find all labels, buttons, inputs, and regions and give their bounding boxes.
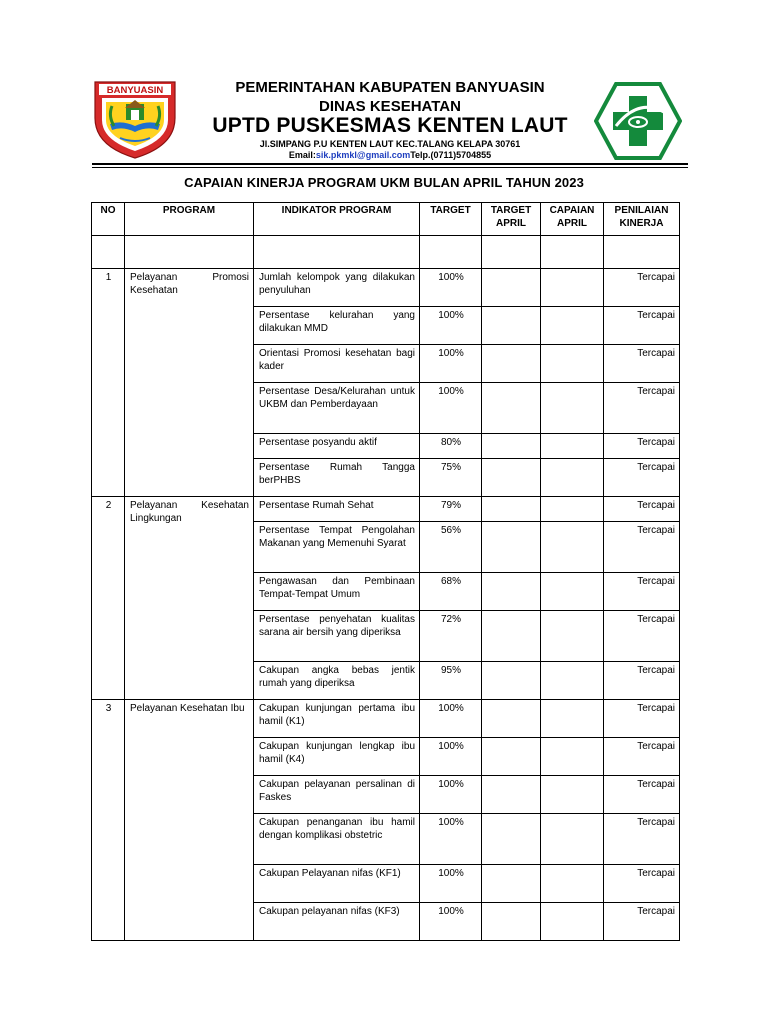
cell-capaian-april	[541, 865, 604, 903]
cell-target-april	[482, 307, 541, 345]
cell-indikator: Cakupan pelayanan persalinan di Faskes	[254, 776, 420, 814]
email-address[interactable]: sik.pkmkl@gmail.com	[315, 150, 411, 160]
cell-penilaian: Tercapai	[604, 434, 680, 459]
col-header-indikator: INDIKATOR PROGRAM	[254, 203, 420, 236]
table-header-row	[92, 203, 680, 236]
cell-target-april	[482, 345, 541, 383]
cell-program: Pelayanan Kesehatan Ibu	[125, 700, 254, 941]
header-rule	[92, 163, 688, 165]
cell-penilaian: Tercapai	[604, 383, 680, 434]
cell-no: 3	[92, 700, 125, 941]
cell-target: 100%	[420, 307, 482, 345]
cell-target-april	[482, 573, 541, 611]
cell-program: Pelayanan Kesehatan Lingkungan	[125, 497, 254, 700]
cell-penilaian: Tercapai	[604, 522, 680, 573]
cell-indikator: Pengawasan dan Pembinaan Tempat-Tempat Umum	[254, 573, 420, 611]
cell-capaian-april	[541, 307, 604, 345]
cell-target-april	[482, 459, 541, 497]
cell-capaian-april	[541, 903, 604, 941]
cell-penilaian: Tercapai	[604, 738, 680, 776]
cell-penilaian: Tercapai	[604, 776, 680, 814]
cell-indikator: Orientasi Promosi kesehatan bagi kader	[254, 345, 420, 383]
cell-target-april	[482, 522, 541, 573]
cell-capaian-april	[541, 611, 604, 662]
cell-target-april	[482, 434, 541, 459]
cell-penilaian: Tercapai	[604, 662, 680, 700]
cell-target: 100%	[420, 383, 482, 434]
cell-target-april	[482, 776, 541, 814]
cell-target-april	[482, 700, 541, 738]
cell-target: 100%	[420, 814, 482, 865]
cell-indikator: Persentase posyandu aktif	[254, 434, 420, 459]
cell-target: 100%	[420, 700, 482, 738]
cell-capaian-april	[541, 269, 604, 307]
cell-target: 72%	[420, 611, 482, 662]
cell-penilaian: Tercapai	[604, 865, 680, 903]
email-label: Email:	[288, 150, 316, 160]
cell-target: 79%	[420, 497, 482, 522]
cell-penilaian: Tercapai	[604, 345, 680, 383]
header-rule-thin	[92, 167, 688, 168]
cell-capaian-april	[541, 776, 604, 814]
table-row	[92, 269, 680, 307]
cell-penilaian: Tercapai	[604, 307, 680, 345]
col-header-penilaian: PENILAIAN KINERJA	[604, 203, 680, 236]
report-title: CAPAIAN KINERJA PROGRAM UKM BULAN APRIL TAHUN 2023	[184, 175, 584, 190]
cell-indikator: Cakupan angka bebas jentik rumah yang diperiksa	[254, 662, 420, 700]
banyuasin-emblem-text: BANYUASIN	[106, 85, 164, 96]
cell-target: 75%	[420, 459, 482, 497]
cell-target-april	[482, 497, 541, 522]
cell-indikator: Persentase penyehatan kualitas sarana air bersih yang diperiksa	[254, 611, 420, 662]
col-header-capaian-april: CAPAIAN APRIL	[541, 203, 604, 236]
cell-target: 100%	[420, 738, 482, 776]
cell-capaian-april	[541, 573, 604, 611]
header-department: DINAS KESEHATAN	[319, 98, 461, 115]
phone-number: Telp.(0711)5704855	[410, 150, 492, 160]
cell-penilaian: Tercapai	[604, 269, 680, 307]
cell-capaian-april	[541, 459, 604, 497]
table-body	[92, 269, 680, 941]
cell-indikator: Persentase Desa/Kelurahan untuk UKBM dan Pemberdayaan	[254, 383, 420, 434]
header-contact	[160, 150, 620, 160]
header-puskesmas: UPTD PUSKESMAS KENTEN LAUT	[212, 114, 568, 137]
col-header-target-april: TARGET APRIL	[482, 203, 541, 236]
header-address: Jl.SIMPANG P.U KENTEN LAUT KEC.TALANG KELAPA 30761	[259, 139, 521, 149]
table-row	[92, 700, 680, 738]
col-header-target: TARGET	[420, 203, 482, 236]
cell-target-april	[482, 611, 541, 662]
cell-indikator: Jumlah kelompok yang dilakukan penyuluhan	[254, 269, 420, 307]
cell-indikator: Cakupan kunjungan pertama ibu hamil (K1)	[254, 700, 420, 738]
cell-target-april	[482, 383, 541, 434]
table-header-gap	[92, 236, 680, 269]
cell-program: Pelayanan Promosi Kesehatan	[125, 269, 254, 497]
cell-target-april	[482, 662, 541, 700]
cell-target: 100%	[420, 345, 482, 383]
col-header-program: PROGRAM	[125, 203, 254, 236]
cell-indikator: Cakupan pelayanan nifas (KF3)	[254, 903, 420, 941]
cell-capaian-april	[541, 345, 604, 383]
performance-table	[91, 202, 680, 941]
cell-penilaian: Tercapai	[604, 814, 680, 865]
cell-penilaian: Tercapai	[604, 459, 680, 497]
cell-indikator: Persentase Tempat Pengolahan Makanan yang Memenuhi Syarat	[254, 522, 420, 573]
cell-capaian-april	[541, 700, 604, 738]
cell-capaian-april	[541, 522, 604, 573]
cell-capaian-april	[541, 497, 604, 522]
cell-no: 1	[92, 269, 125, 497]
table-row	[92, 497, 680, 522]
cell-target: 100%	[420, 865, 482, 903]
cell-target: 100%	[420, 903, 482, 941]
cell-target: 68%	[420, 573, 482, 611]
cell-target: 100%	[420, 776, 482, 814]
cell-indikator: Persentase Rumah Sehat	[254, 497, 420, 522]
cell-penilaian: Tercapai	[604, 700, 680, 738]
cell-capaian-april	[541, 383, 604, 434]
cell-capaian-april	[541, 662, 604, 700]
col-header-no: NO	[92, 203, 125, 236]
cell-target: 95%	[420, 662, 482, 700]
cell-indikator: Cakupan penanganan ibu hamil dengan komplikasi obstetric	[254, 814, 420, 865]
cell-indikator: Cakupan kunjungan lengkap ibu hamil (K4)	[254, 738, 420, 776]
cell-capaian-april	[541, 434, 604, 459]
cell-target-april	[482, 865, 541, 903]
cell-penilaian: Tercapai	[604, 611, 680, 662]
cell-target: 100%	[420, 269, 482, 307]
cell-target-april	[482, 903, 541, 941]
cell-penilaian: Tercapai	[604, 573, 680, 611]
cell-penilaian: Tercapai	[604, 497, 680, 522]
cell-target: 56%	[420, 522, 482, 573]
cell-target: 80%	[420, 434, 482, 459]
cell-capaian-april	[541, 738, 604, 776]
cell-no: 2	[92, 497, 125, 700]
cell-target-april	[482, 738, 541, 776]
cell-indikator: Persentase Rumah Tangga berPHBS	[254, 459, 420, 497]
cell-target-april	[482, 269, 541, 307]
cell-indikator: Persentase kelurahan yang dilakukan MMD	[254, 307, 420, 345]
cell-indikator: Cakupan Pelayanan nifas (KF1)	[254, 865, 420, 903]
cell-penilaian: Tercapai	[604, 903, 680, 941]
cell-target-april	[482, 814, 541, 865]
header-government: PEMERINTAHAN KABUPATEN BANYUASIN	[235, 79, 545, 96]
cell-capaian-april	[541, 814, 604, 865]
